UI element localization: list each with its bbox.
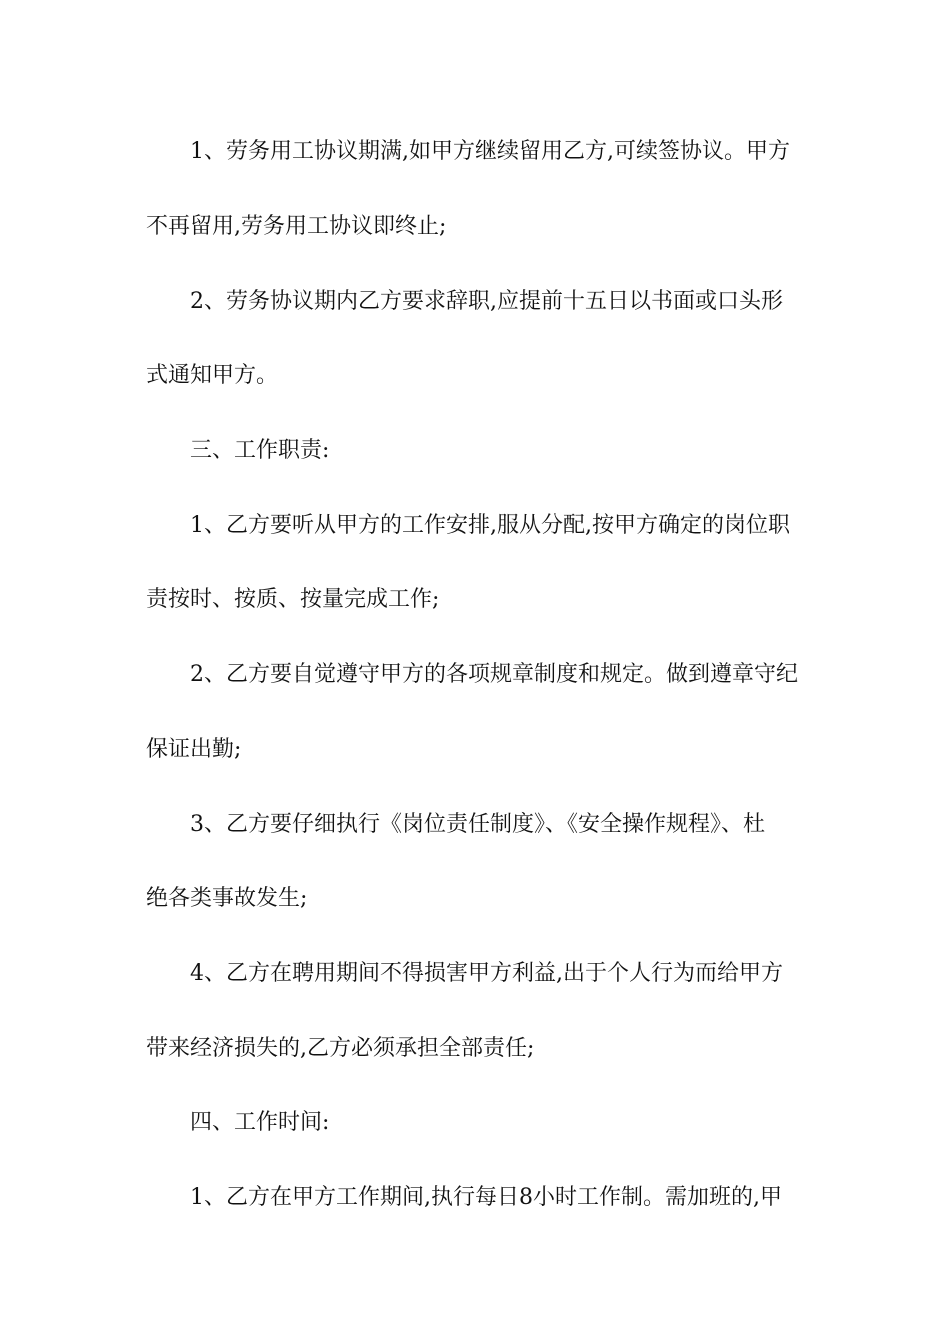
paragraph-line: 绝各类事故发生; — [146, 886, 308, 911]
paragraph-line: 1、乙方要听从甲方的工作安排,服从分配,按甲方确定的岗位职 — [190, 513, 790, 538]
paragraph-line: 3、乙方要仔细执行《岗位责任制度》、《安全操作规程》、杜 — [190, 812, 765, 837]
paragraph-line: 保证出勤; — [146, 737, 242, 762]
paragraph-line: 责按时、按质、按量完成工作; — [146, 587, 440, 612]
section-heading: 四、工作时间: — [190, 1110, 330, 1135]
paragraph-line: 不再留用,劳务用工协议即终止; — [146, 214, 447, 239]
paragraph-line: 1、劳务用工协议期满,如甲方继续留用乙方,可续签协议。甲方 — [190, 139, 790, 164]
paragraph-line: 式通知甲方。 — [146, 363, 279, 388]
paragraph-line: 2、乙方要自觉遵守甲方的各项规章制度和规定。做到遵章守纪 — [190, 662, 798, 687]
paragraph-line: 4、乙方在聘用期间不得损害甲方利益,出于个人行为而给甲方 — [190, 961, 783, 986]
section-heading: 三、工作职责: — [190, 438, 330, 463]
paragraph-line: 1、乙方在甲方工作期间,执行每日8小时工作制。需加班的,甲 — [190, 1185, 782, 1210]
paragraph-line: 带来经济损失的,乙方必须承担全部责任; — [146, 1036, 535, 1061]
paragraph-line: 2、劳务协议期内乙方要求辞职,应提前十五日以书面或口头形 — [190, 289, 783, 314]
